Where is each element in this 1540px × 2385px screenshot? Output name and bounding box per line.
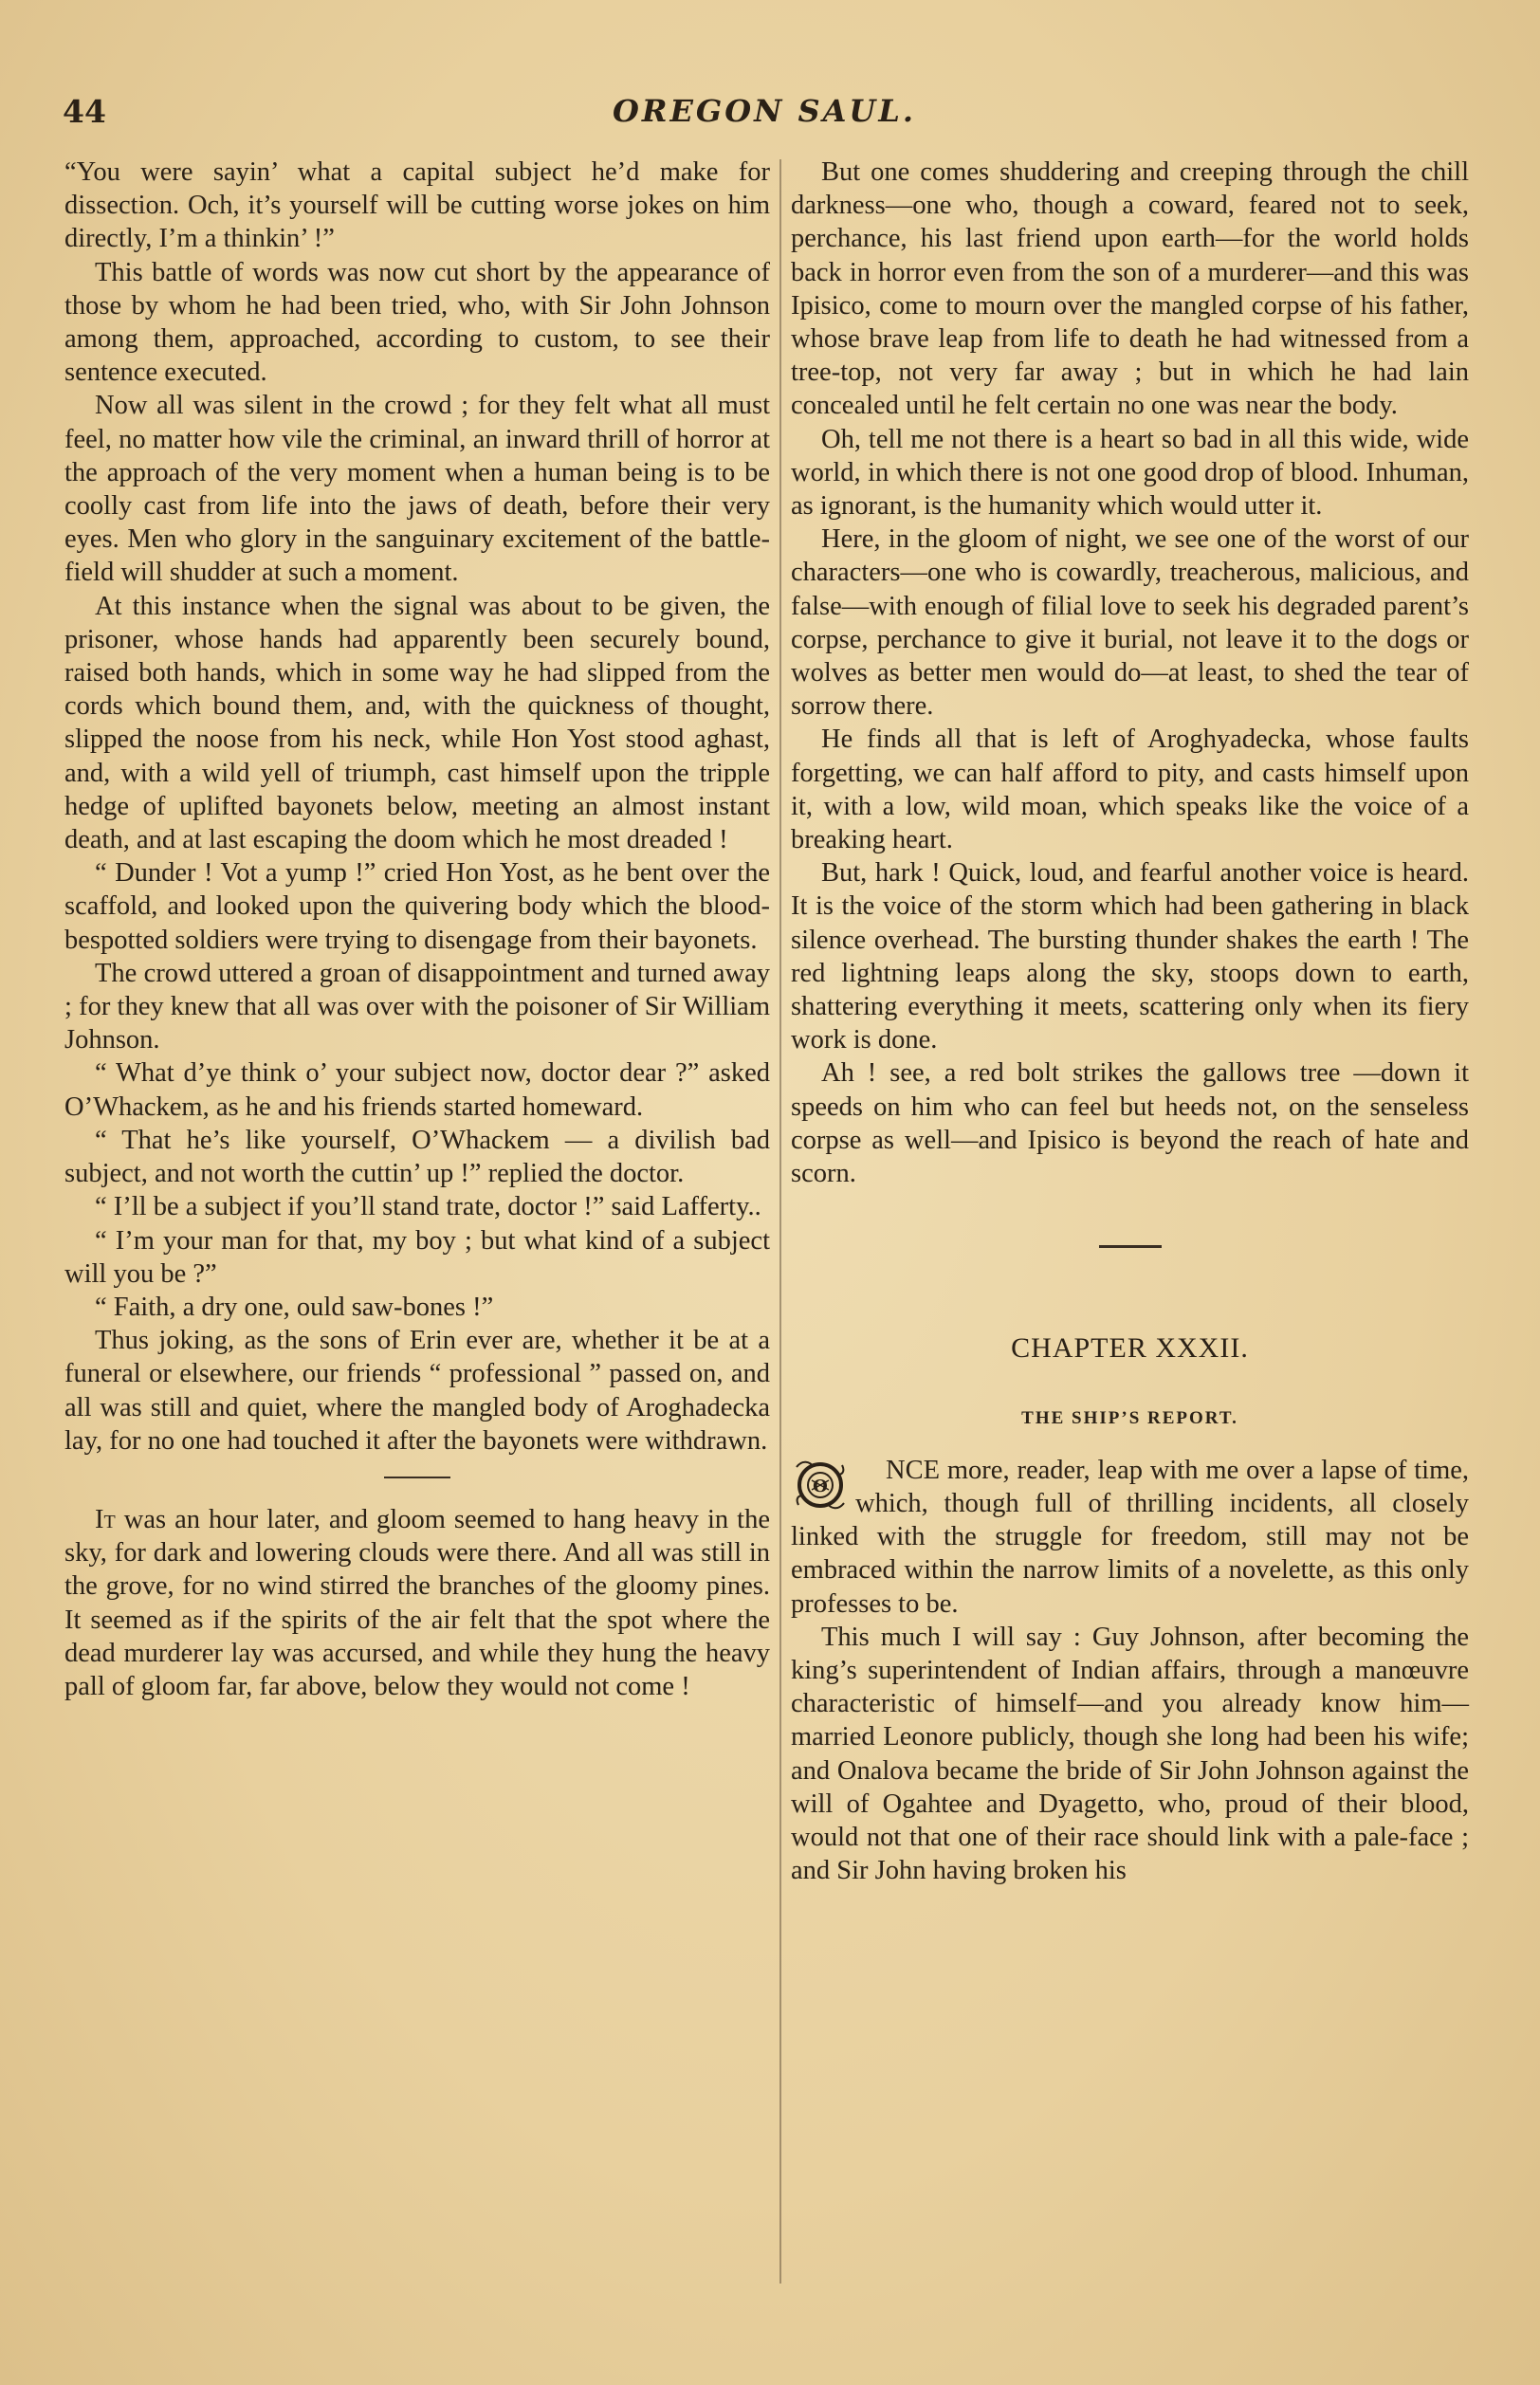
section-paragraph: [64, 1503, 770, 1703]
running-title: OREGON SAUL.: [613, 93, 916, 129]
page-number: 44: [63, 93, 106, 130]
paragraph: “You were sayin’ what a capital subject he’d make for dissection. Och, it’s yourself will be cutting worse jokes on him directly, I’m a thinkin’ !”: [64, 157, 770, 254]
paragraph: “ I’m your man for that, my boy ; but what kind of a subject will you be ?”: [64, 1225, 770, 1289]
paragraph: But, hark ! Quick, loud, and fearful another voice is heard. It is the voice of the storm which had been gathering in black silence overhead. The bursting thunder shakes the earth ! The red lightning leaps along the sky, stoops down to earth, shattering everything it meets, scattering only when its fiery work is done.: [791, 858, 1469, 1055]
paragraph: But one comes shuddering and creeping through the chill darkness—one who, though a coward, feared not to seek, perchance, his last friend upon earth—for the world holds back in horror even from the son of a murderer—and this was Ipisico, come to mourn over the mangled corpse of his father, whose brave leap from life to death he had witnessed from a tree-top, not very far away ; but in which he had lain concealed until he felt certain no one was near the body.: [791, 157, 1469, 421]
chapter-opening-paragraph: [791, 1454, 1469, 1621]
paragraph: “ What d’ye think o’ your subject now, doctor dear ?” asked O’Whackem, as he and his friends started homeward.: [64, 1058, 770, 1122]
column-divider: [779, 159, 781, 2284]
right-column: [791, 156, 1469, 1887]
chapter-divider: [1099, 1245, 1162, 1248]
paragraph: “ That he’s like yourself, O’Whackem — a divilish bad subject, and not worth the cuttin’ up !” replied the doctor.: [64, 1125, 770, 1189]
paragraph: Here, in the gloom of night, we see one of the worst of our characters—one who is cowardly, treacherous, malicious, and false—with enough of filial love to seek his degraded parent’s corpse, perchance to give it burial, not leave it to the dogs or wolves as better men would do—at least, to shed the tear of sorrow there.: [791, 524, 1469, 722]
opening-text: more, reader, leap with me over a lapse of time, which, though full of thrilling incidents, all closely linked with the struggle for freedom, still may not be embraced within the narrow limits of a novelette, as this only professes to be.: [791, 1455, 1470, 1619]
paragraph: Thus joking, as the sons of Erin ever are, whether it be at a funeral or elsewhere, our friends “ professional ” passed on, and all was still and quiet, where the mangled body of Aroghadecka lay, for no one had touched it after the bayonets were withdrawn.: [64, 1326, 770, 1456]
opening-lead-word: NCE: [886, 1455, 940, 1485]
paragraph: “ Dunder ! Vot a yump !” cried Hon Yost, as he bent over the scaffold, and looked upon the quivering body which the blood-bespotted soldiers were trying to disengage from their bayonets.: [64, 858, 770, 955]
paragraph: This battle of words was now cut short by the appearance of those by whom he had been tried, who, with Sir John Johnson among them, approached, according to custom, to see their sentence executed.: [64, 257, 770, 388]
left-column: [64, 156, 770, 1703]
paragraph: “ Faith, a dry one, ould saw-bones !”: [95, 1292, 494, 1322]
ornamental-dropcap-icon: [791, 1456, 850, 1514]
chapter-subtitle: THE SHIP’S REPORT.: [1021, 1407, 1238, 1428]
section-divider: [384, 1477, 450, 1478]
chapter-title: CHAPTER XXXII.: [1011, 1332, 1249, 1365]
paragraph: He finds all that is left of Aroghyadecka, whose faults forgetting, we can half afford to pity, and casts himself upon it, with a low, wild moan, which speaks like the voice of a breaking heart.: [791, 725, 1469, 855]
paragraph: “ I’ll be a subject if you’ll stand trate, doctor !” said Lafferty..: [95, 1192, 761, 1222]
paragraph: Now all was silent in the crowd ; for they felt what all must feel, no matter how vile the criminal, an inward thrill of horror at the approach of the very moment when a human being is to be coolly cast from life into the jaws of death, before their very eyes. Men who glory in the sanguinary excitement of the battle-field will shudder at such a moment.: [64, 391, 770, 588]
page-header: [63, 93, 1466, 140]
paragraph: Oh, tell me not there is a heart so bad in all this wide, wide world, in which there is not one good drop of blood. Inhuman, as ignorant, is the humanity which would utter it.: [791, 424, 1469, 522]
paragraph: Ah ! see, a red bolt strikes the gallows tree —down it speeds on him who can feel but heeds not, on the senseless corpse as well—and Ipisico is beyond the reach of hate and scorn.: [791, 1058, 1469, 1189]
paragraph: At this instance when the signal was about to be given, the prisoner, whose hands had apparently been securely bound, raised both hands, which in some way he had slipped from the cords which bound them, and, with the quickness of thought, slipped the noose from his neck, while Hon Yost stood aghast, and, with a wild yell of triumph, cast himself upon the tripple hedge of uplifted bayonets below, meeting an almost instant death, and at last escaping the doom which he most dreaded !: [64, 591, 770, 855]
paragraph: This much I will say : Guy Johnson, after becoming the king’s superintendent of Indian affairs, through a manœuvre characteristic of himself—and you already know him—married Leonore publicly, though she long had been his wife; and Onalova became the bride of Sir John Johnson against the will of Ogahtee and Dyagetto, who, proud of their blood, would not that one of their race should link with a pale-face ; and Sir John having broken his: [791, 1622, 1469, 1886]
dropcap-letter: O: [813, 1476, 828, 1496]
section-lead-word: It: [95, 1504, 116, 1534]
paragraph: The crowd uttered a groan of disappointment and turned away ; for they knew that all was over with the poisoner of Sir William Johnson.: [64, 958, 770, 1055]
section-text: was an hour later, and gloom seemed to hang heavy in the sky, for dark and lowering clouds were there. And all was still in the grove, for no wind stirred the branches of the gloomy pines. It seemed as if the spirits of the air felt that the spot where the dead murderer lay was accursed, and while they hung the heavy pall of gloom far, far above, below they would not come !: [64, 1504, 770, 1701]
